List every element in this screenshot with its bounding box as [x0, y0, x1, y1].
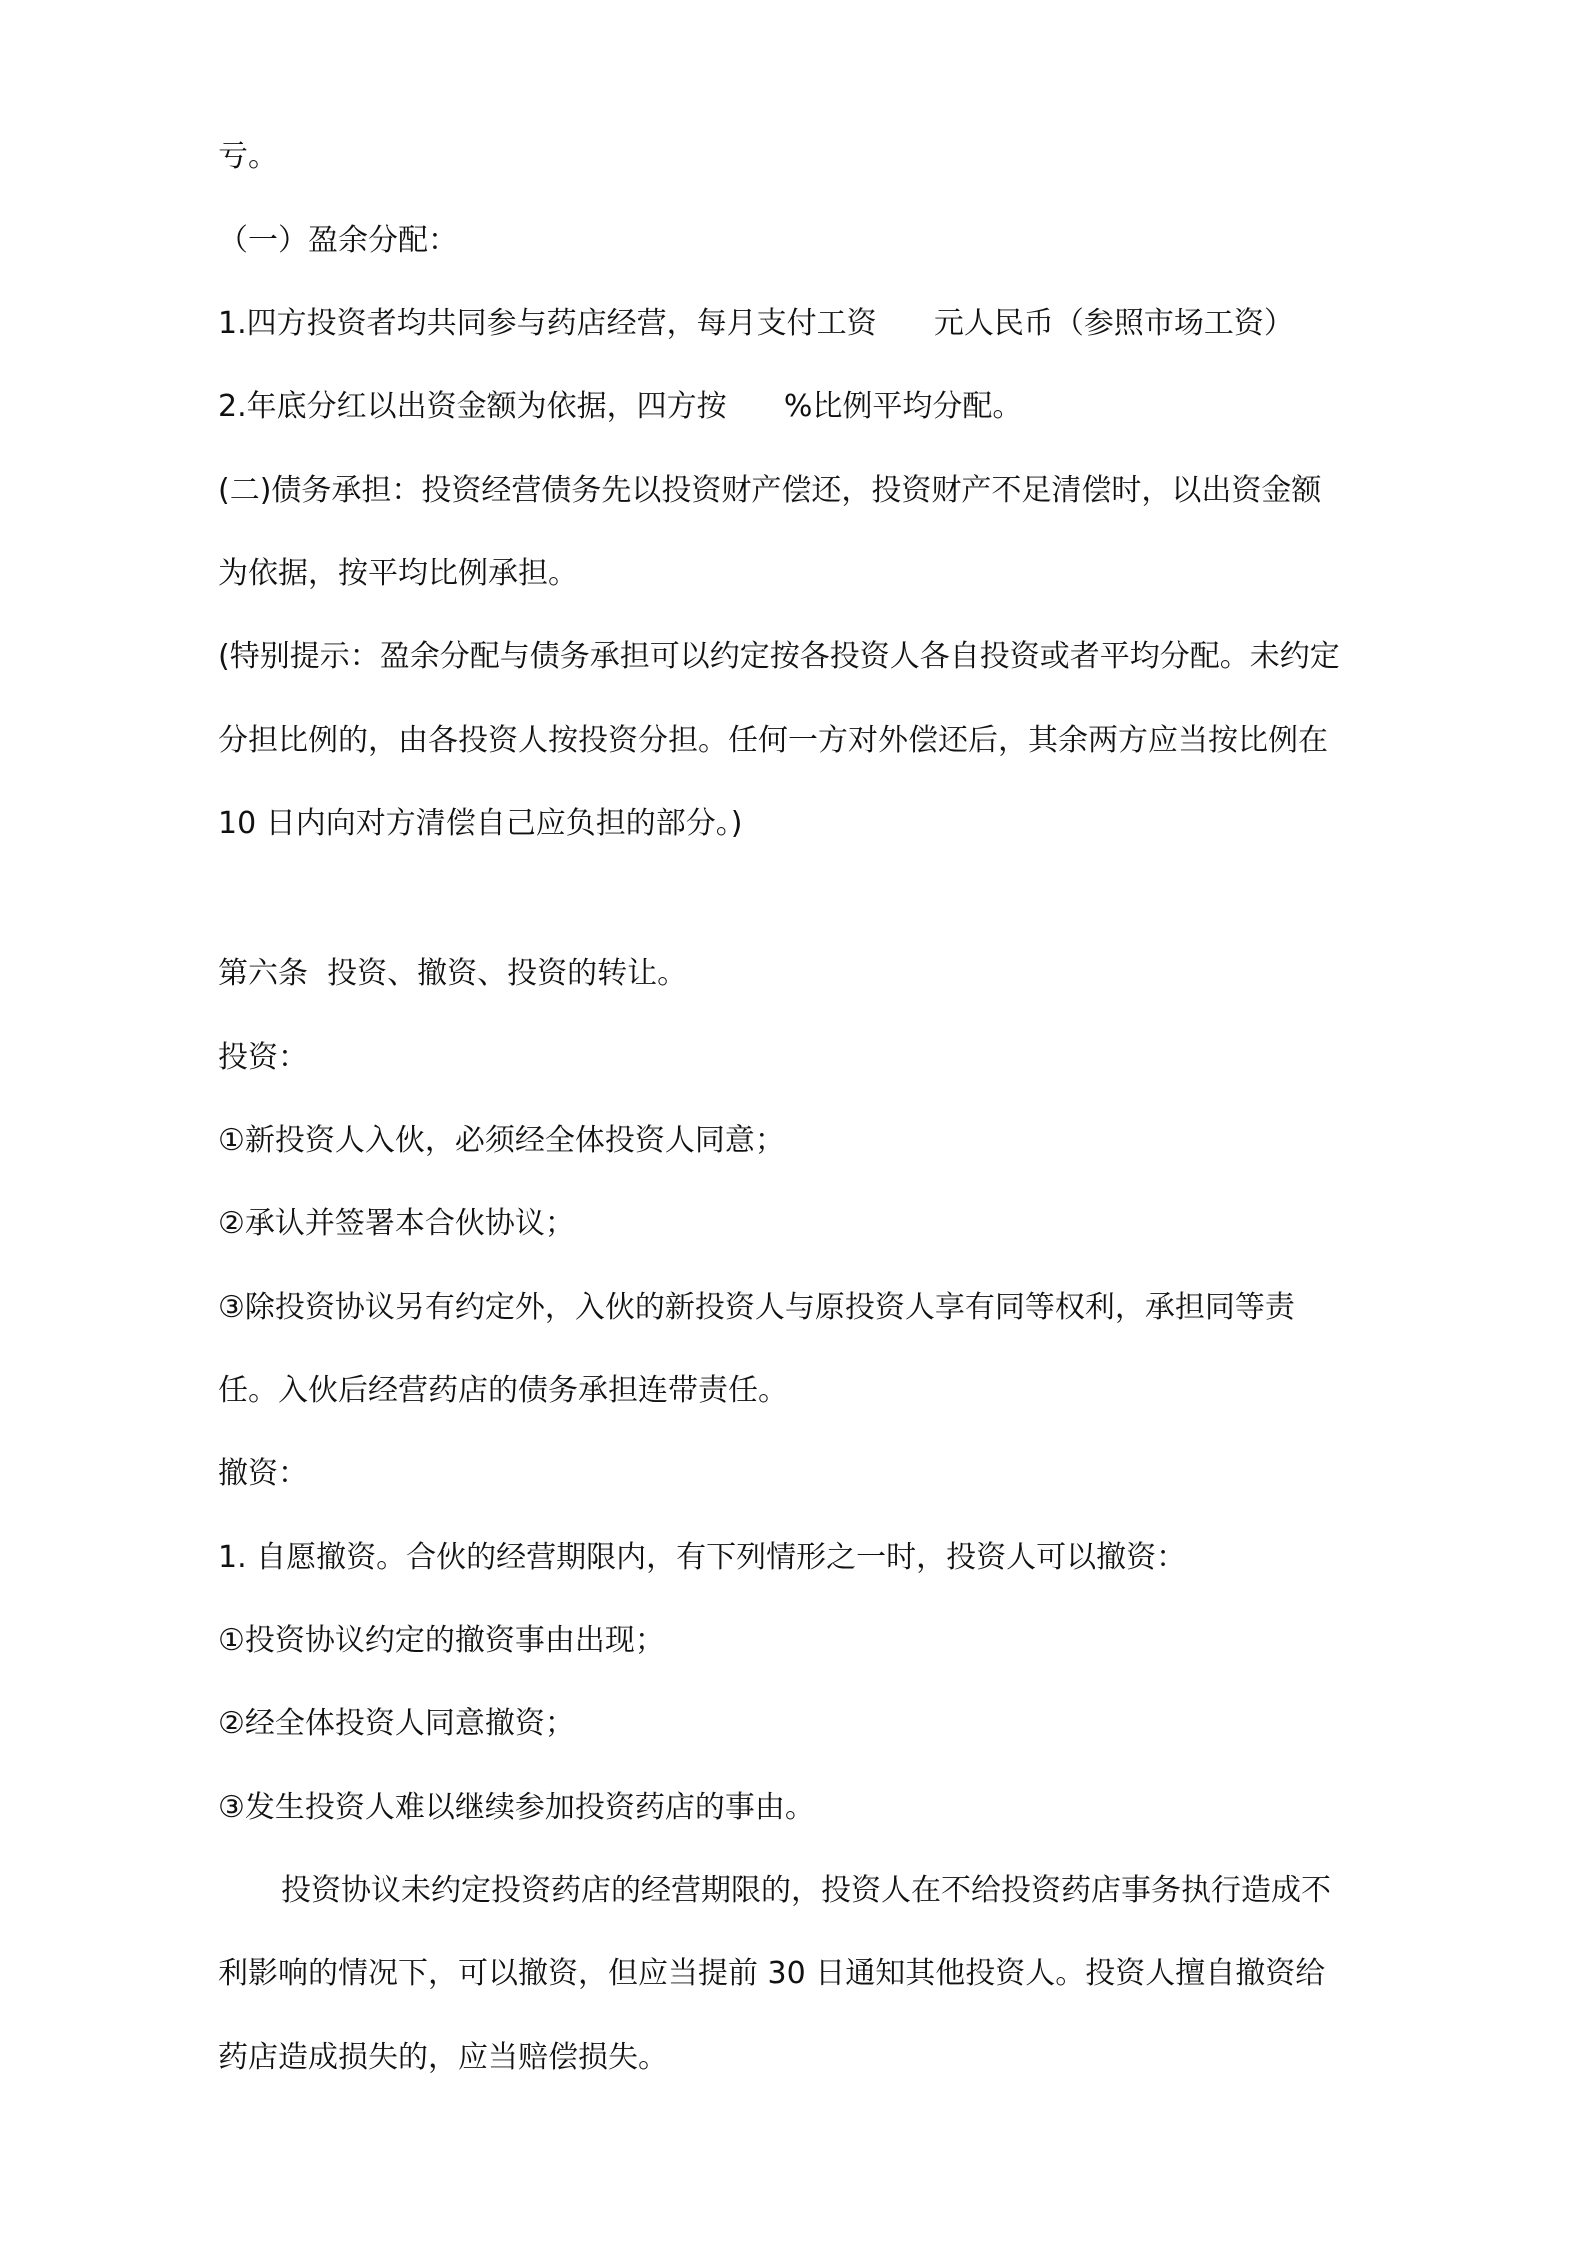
withdrawal-item-1: ①投资协议约定的撤资事由出现； — [218, 1623, 665, 1658]
investment-heading: 投资： — [218, 1040, 308, 1075]
withdrawal-rule-1: 1. 自愿撤资。合伙的经营期限内，有下列情形之一时，投资人可以撤资： — [218, 1540, 1187, 1575]
investment-item-2: ②承认并签署本合伙协议； — [218, 1206, 575, 1241]
withdrawal-item-2: ②经全体投资人同意撤资； — [218, 1706, 575, 1741]
heading-surplus-distribution: （一）盈余分配： — [218, 223, 458, 258]
text-line-loss-end: 亏。 — [218, 139, 278, 174]
article-six-heading: 第六条 投资、撤资、投资的转让。 — [218, 956, 688, 991]
investment-item-3-line-1: ③除投资协议另有约定外，入伙的新投资人与原投资人享有同等权利，承担同等责 — [218, 1290, 1295, 1325]
withdrawal-paragraph-line-3: 药店造成损失的，应当赔偿损失。 — [218, 2040, 668, 2075]
special-note-line-3: 10 日内向对方清偿自己应负担的部分。) — [218, 806, 743, 841]
special-note-line-2: 分担比例的，由各投资人按投资分担。任何一方对外偿还后，其余两方应当按比例在 — [218, 723, 1328, 758]
clause-salary: 1.四方投资者均共同参与药店经营，每月支付工资 元人民币（参照市场工资） — [218, 306, 1294, 341]
withdrawal-paragraph-line-2: 利影响的情况下，可以撤资，但应当提前 30 日通知其他投资人。投资人擅自撤资给 — [218, 1956, 1326, 1991]
investment-item-3-line-2: 任。入伙后经营药店的债务承担连带责任。 — [218, 1373, 788, 1408]
withdrawal-paragraph-line-1: 投资协议未约定投资药店的经营期限的，投资人在不给投资药店事务执行造成不 — [281, 1873, 1331, 1908]
clause-dividend: 2.年底分红以出资金额为依据，四方按 %比例平均分配。 — [218, 389, 1023, 424]
investment-item-1: ①新投资人入伙，必须经全体投资人同意； — [218, 1123, 785, 1158]
clause-debt-line-1: (二)债务承担：投资经营债务先以投资财产偿还，投资财产不足清偿时，以出资金额 — [218, 473, 1322, 508]
clause-debt-line-2: 为依据，按平均比例承担。 — [218, 556, 578, 591]
special-note-line-1: (特别提示：盈余分配与债务承担可以约定按各投资人各自投资或者平均分配。未约定 — [218, 639, 1340, 674]
withdrawal-item-3: ③发生投资人难以继续参加投资药店的事由。 — [218, 1790, 815, 1825]
withdrawal-heading: 撤资： — [218, 1456, 308, 1491]
